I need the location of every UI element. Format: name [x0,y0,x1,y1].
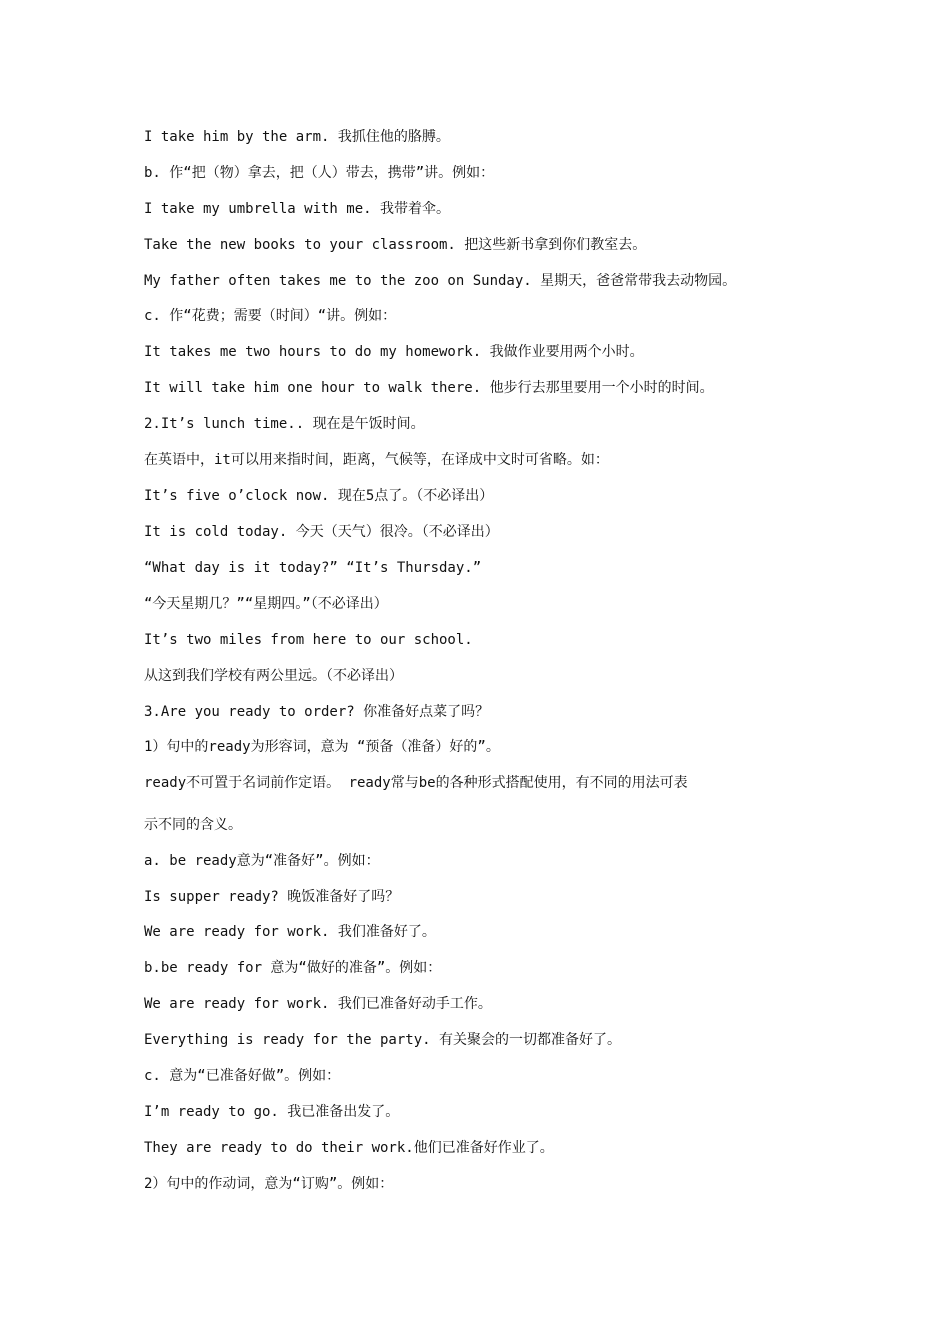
text-line: c. 意为“已准备好做”。例如： [144,1068,341,1084]
text-line: ready不可置于名词前作定语。 ready常与be的各种形式搭配使用，有不同的用法可表 [144,775,688,791]
text-line: Is supper ready? 晚饭准备好了吗？ [144,889,400,905]
text-line: They are ready to do their work.他们已准备好作业了。 [144,1140,554,1156]
text-line: It’s two miles from here to our school. [144,632,473,648]
text-line: 从这到我们学校有两公里远。（不必译出） [144,668,403,684]
text-line: We are ready for work. 我们已准备好动手工作。 [144,996,492,1012]
text-line: Everything is ready for the party. 有关聚会的一切都准备好了。 [144,1032,622,1048]
text-line: a. be ready意为“准备好”。例如： [144,853,380,869]
text-line: I take my umbrella with me. 我带着伞。 [144,201,451,217]
text-line: 2）句中的作动词，意为“订购”。例如： [144,1176,394,1192]
text-line: I’m ready to go. 我已准备出发了。 [144,1104,400,1120]
text-line: 3.Are you ready to order? 你准备好点菜了吗？ [144,704,490,720]
text-line: “What day is it today?” “It’s Thursday.” [144,560,482,576]
text-line: c. 作“花费；需要（时间）“讲。例如： [144,308,397,324]
text-line: It takes me two hours to do my homework. 我做作业要用两个小时。 [144,344,644,360]
text-line: 2.It’s lunch time.. 现在是午饭时间。 [144,416,425,432]
text-line: It is cold today. 今天（天气）很冷。（不必译出） [144,524,499,540]
text-line: b.be ready for 意为“做好的准备”。例如： [144,960,442,976]
text-line: “今天星期几？”“星期四。”（不必译出） [144,596,388,612]
text-line: My father often takes me to the zoo on Sunday. 星期天，爸爸常带我去动物园。 [144,273,737,289]
text-line: We are ready for work. 我们准备好了。 [144,924,436,940]
text-line: b. 作“把（物）拿去，把（人）带去，携带”讲。例如： [144,165,495,181]
text-line: I take him by the arm. 我抓住他的胳膊。 [144,129,450,145]
text-line: Take the new books to your classroom. 把这些新书拿到你们教室去。 [144,237,647,253]
text-line: It’s five o’clock now. 现在5点了。（不必译出） [144,488,494,504]
text-line: 1）句中的ready为形容词，意为 “预备（准备）好的”。 [144,739,500,755]
text-line: 在英语中，it可以用来指时间，距离，气候等，在译成中文时可省略。如： [144,452,609,468]
text-line: It will take him one hour to walk there. 他步行去那里要用一个小时的时间。 [144,380,714,396]
text-line: 示不同的含义。 [144,817,242,833]
